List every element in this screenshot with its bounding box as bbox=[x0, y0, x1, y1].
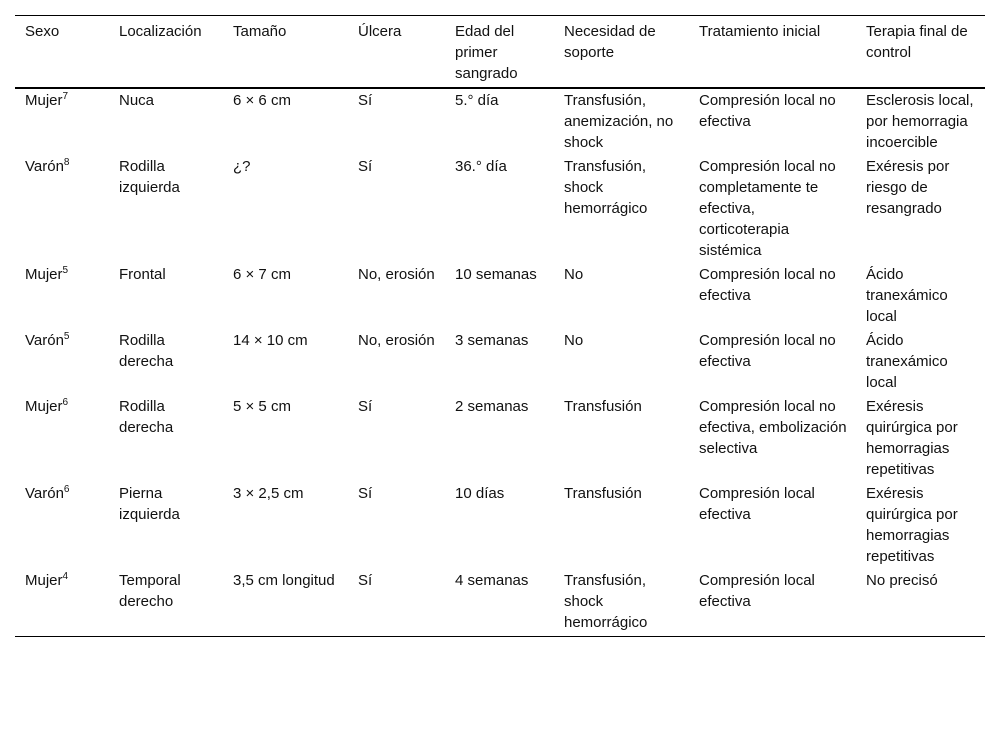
table-row bbox=[15, 482, 985, 569]
cell-tratamiento: Compresión local no completamente te efectiva, corticoterapia sistémica bbox=[699, 158, 836, 259]
cell-tratamiento: Compresión local no efectiva, embolización selectiva bbox=[699, 398, 847, 457]
cell-sexo bbox=[15, 482, 109, 569]
cell-tratamiento: Compresión local efectiva bbox=[699, 485, 815, 523]
cell-localizacion: Rodilla izquierda bbox=[119, 158, 180, 196]
cell-edad: 3 semanas bbox=[455, 332, 529, 349]
cell-soporte: Transfusión, shock hemorrágico bbox=[554, 569, 689, 637]
cell-tamano: 3,5 cm longitud bbox=[223, 569, 348, 637]
table-row bbox=[15, 569, 985, 637]
cell-terapia: Ácido tranexámico local bbox=[866, 332, 948, 391]
cell-edad: 10 semanas bbox=[455, 266, 537, 283]
cell-edad: 36.° día bbox=[455, 158, 507, 175]
cell-tamano: 6 × 6 cm bbox=[233, 92, 291, 109]
cell-tamano: 3 × 2,5 cm bbox=[233, 485, 304, 502]
cell-sexo bbox=[15, 88, 109, 155]
cell-tratamiento: Compresión local no efectiva bbox=[699, 92, 836, 130]
sexo-value: Mujer bbox=[25, 92, 63, 109]
cell-ulcera: No, erosión bbox=[358, 332, 435, 349]
cell-terapia: No precisó bbox=[856, 569, 985, 637]
cell-soporte: No bbox=[564, 332, 584, 349]
cell-ulcera: Sí bbox=[358, 398, 373, 415]
header-tamano: Tamaño bbox=[223, 16, 348, 89]
cell-terapia: Esclerosis local, por hemorragia incoercible bbox=[866, 92, 974, 151]
table-row bbox=[15, 329, 985, 395]
cell-sexo bbox=[15, 263, 109, 329]
header-ulcera: Úlcera bbox=[348, 16, 445, 89]
cell-tratamiento: Compresión local no efectiva bbox=[699, 332, 836, 370]
table-row bbox=[15, 155, 985, 263]
sexo-value: Varón bbox=[25, 332, 64, 349]
cell-edad: 5.° día bbox=[455, 92, 499, 109]
cell-ulcera: Sí bbox=[358, 92, 373, 109]
cell-localizacion: Pierna izquierda bbox=[119, 485, 180, 523]
cell-tratamiento: Compresión local efectiva bbox=[689, 569, 856, 637]
reference-number: 5 bbox=[62, 265, 69, 276]
cell-edad: 4 semanas bbox=[445, 569, 554, 637]
cell-ulcera: Sí bbox=[358, 485, 373, 502]
cell-sexo bbox=[15, 569, 109, 637]
reference-number: 6 bbox=[63, 484, 70, 495]
cell-ulcera: Sí bbox=[348, 569, 445, 637]
cell-terapia: Ácido tranexámico local bbox=[866, 266, 948, 325]
sexo-value: Varón bbox=[25, 158, 64, 175]
cell-terapia: Exéresis quirúrgica por hemorragias repetitivas bbox=[866, 398, 958, 478]
cell-tratamiento: Compresión local no efectiva bbox=[699, 266, 836, 304]
cell-tamano: ¿? bbox=[233, 158, 251, 175]
table-row bbox=[15, 395, 985, 482]
sexo-value: Varón bbox=[25, 485, 64, 502]
table-row bbox=[15, 88, 985, 155]
sexo-value: Mujer bbox=[25, 572, 63, 589]
reference-number: 5 bbox=[63, 331, 70, 342]
reference-number: 6 bbox=[62, 397, 69, 408]
cell-terapia: Exéresis quirúrgica por hemorragias repetitivas bbox=[866, 485, 958, 565]
cell-localizacion: Frontal bbox=[119, 266, 166, 283]
header-edad: Edad del primer sangrado bbox=[445, 16, 554, 89]
cell-edad: 10 días bbox=[455, 485, 505, 502]
cell-sexo bbox=[15, 155, 109, 263]
cell-tamano: 6 × 7 cm bbox=[233, 266, 291, 283]
reference-number: 8 bbox=[63, 157, 70, 168]
header-terapia: Terapia final de control bbox=[856, 16, 985, 89]
cell-localizacion: Nuca bbox=[119, 92, 155, 109]
cell-soporte: Transfusión bbox=[564, 398, 642, 415]
table-header-row bbox=[15, 16, 985, 89]
header-sexo: Sexo bbox=[15, 16, 109, 89]
cell-localizacion: Rodilla derecha bbox=[119, 398, 174, 436]
cell-soporte: Transfusión bbox=[564, 485, 642, 502]
cell-soporte: Transfusión, anemización, no shock bbox=[564, 92, 674, 151]
cell-sexo bbox=[15, 395, 109, 482]
cell-sexo bbox=[15, 329, 109, 395]
cell-ulcera: Sí bbox=[358, 158, 373, 175]
cell-terapia: Exéresis por riesgo de resangrado bbox=[866, 158, 950, 217]
cases-table bbox=[15, 15, 985, 637]
cell-tamano: 14 × 10 cm bbox=[233, 332, 308, 349]
cell-ulcera: No, erosión bbox=[358, 266, 435, 283]
cell-localizacion: Rodilla derecha bbox=[119, 332, 174, 370]
cell-tamano: 5 × 5 cm bbox=[233, 398, 291, 415]
cell-soporte: No bbox=[564, 266, 584, 283]
header-tratamiento: Tratamiento inicial bbox=[689, 16, 856, 89]
reference-number: 7 bbox=[62, 91, 69, 102]
cell-localizacion: Temporal derecho bbox=[109, 569, 223, 637]
header-soporte: Necesidad de soporte bbox=[554, 16, 689, 89]
cell-edad: 2 semanas bbox=[455, 398, 529, 415]
sexo-value: Mujer bbox=[25, 398, 63, 415]
sexo-value: Mujer bbox=[25, 266, 63, 283]
reference-number: 4 bbox=[62, 571, 69, 582]
table-row bbox=[15, 263, 985, 329]
cell-soporte: Transfusión, shock hemorrágico bbox=[564, 158, 648, 217]
header-localizacion: Localización bbox=[109, 16, 223, 89]
